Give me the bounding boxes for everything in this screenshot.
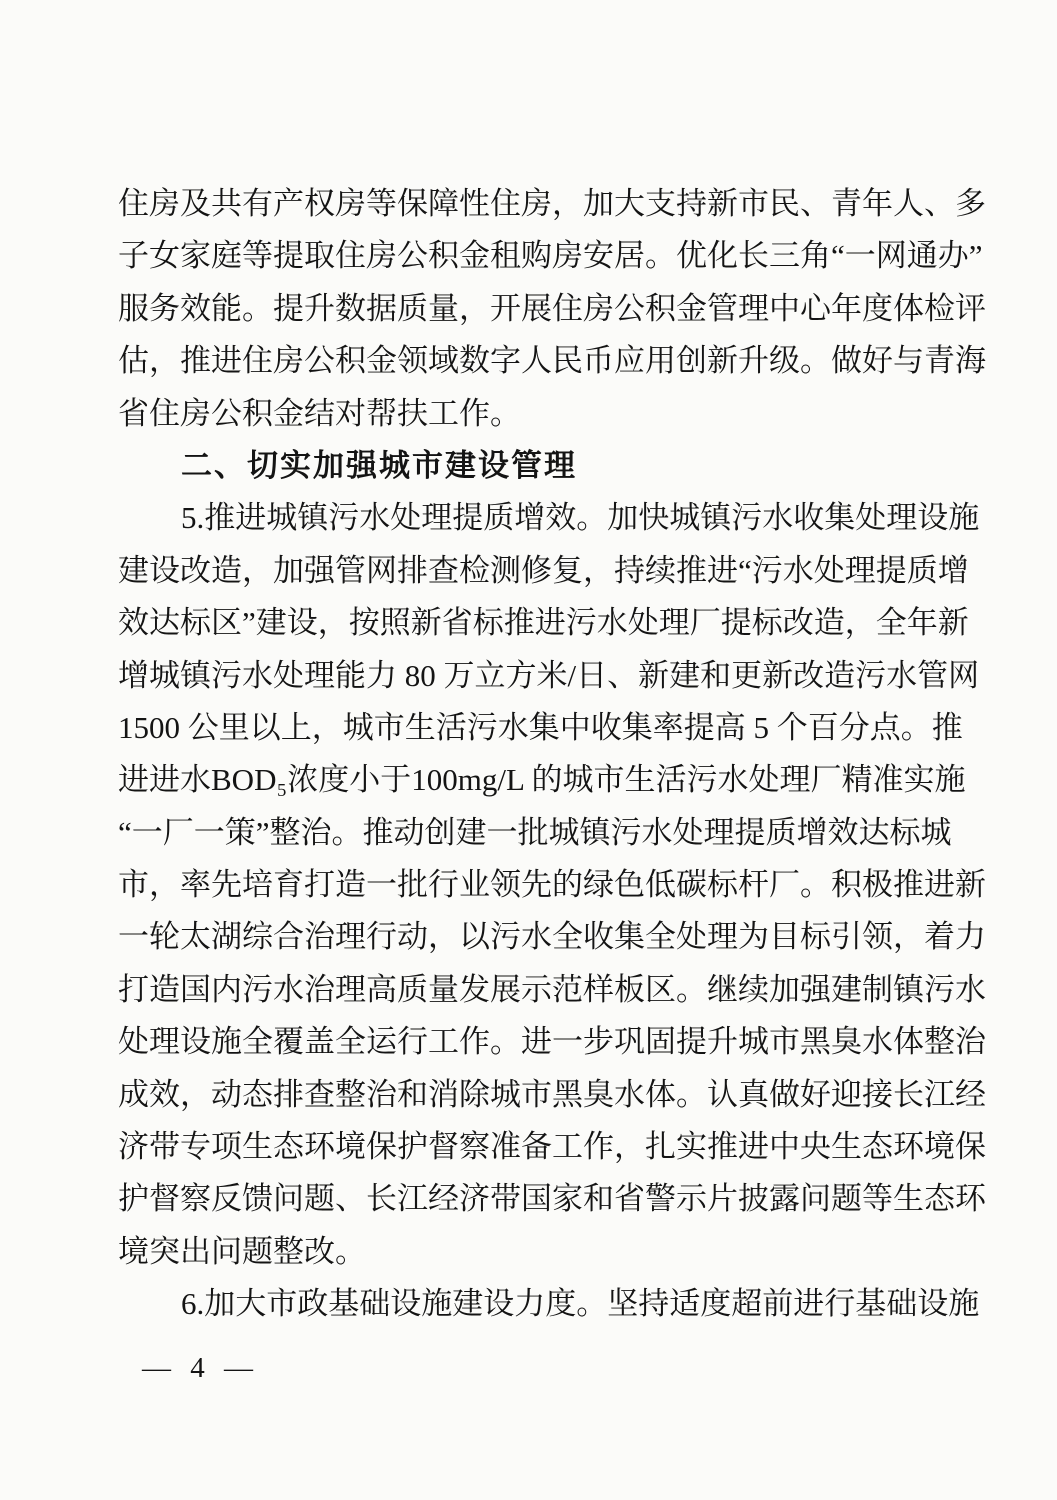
text-line: 处理设施全覆盖全运行工作。进一步巩固提升城市黑臭水体整治 xyxy=(118,1024,986,1060)
text-line: 境突出问题整改。 xyxy=(118,1233,366,1269)
text-line: “一厂一策”整治。推动创建一批城镇污水处理提质增效达标城 xyxy=(118,814,952,850)
text-line: 效达标区”建设，按照新省标推进污水处理厂提标改造，全年新 xyxy=(118,605,969,641)
text-line: 1500 公里以上，城市生活污水集中收集率提高 5 个百分点。推 xyxy=(118,709,963,745)
text-line: 6.加大市政基础设施建设力度。坚持适度超前进行基础设施 xyxy=(181,1286,980,1322)
page-number: — 4 — xyxy=(142,1352,259,1384)
text-line: 增城镇污水处理能力 80 万立方米/日、新建和更新改造污水管网 xyxy=(118,657,980,693)
text-block xyxy=(118,178,986,1331)
text-line: 市，率先培育打造一批行业领先的绿色低碳标杆厂。积极推进新 xyxy=(118,867,986,903)
text-line: 打造国内污水治理高质量发展示范样板区。继续加强建制镇污水 xyxy=(118,971,986,1007)
text-line: 成效，动态排查整治和消除城市黑臭水体。认真做好迎接长江经 xyxy=(118,1076,986,1112)
text-line: 一轮太湖综合治理行动，以污水全收集全处理为目标引领，着力 xyxy=(118,919,986,955)
text-line: 建设改造，加强管网排查检测修复，持续推进“污水处理提质增 xyxy=(118,552,969,588)
text-line: 估，推进住房公积金领域数字人民币应用创新升级。做好与青海 xyxy=(118,343,986,379)
text-line: 济带专项生态环境保护督察准备工作，扎实推进中央生态环境保 xyxy=(118,1129,986,1165)
text-line: 进进水BOD₅浓度小于100mg/L 的城市生活污水处理厂精准实施 xyxy=(118,762,966,798)
text-line: 住房及共有产权房等保障性住房，加大支持新市民、青年人、多 xyxy=(118,186,986,221)
text-line: 省住房公积金结对帮扶工作。 xyxy=(118,395,521,431)
text-line: 服务效能。提升数据质量，开展住房公积金管理中心年度体检评 xyxy=(118,290,986,326)
text-line: 护督察反馈问题、长江经济带国家和省警示片披露问题等生态环 xyxy=(118,1181,986,1217)
text-line: 5.推进城镇污水处理提质增效。加快城镇污水收集处理设施 xyxy=(181,500,980,536)
text-line: 子女家庭等提取住房公积金租购房安居。优化长三角“一网通办” xyxy=(118,238,983,274)
section-heading: 二、切实加强城市建设管理 xyxy=(181,447,577,483)
